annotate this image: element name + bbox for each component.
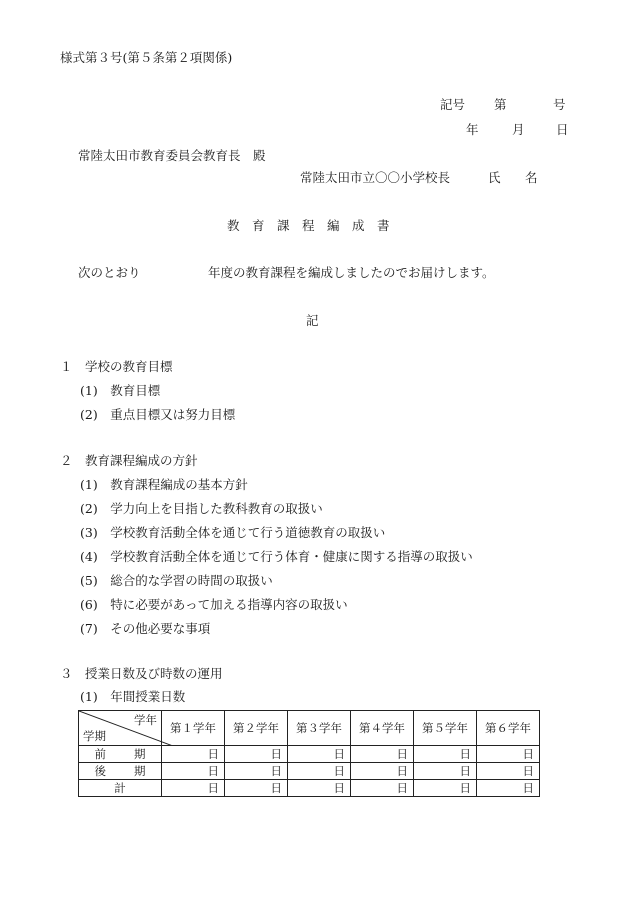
- section-2-item: (2) 学力向上を目指した教科教育の取扱い: [80, 501, 323, 516]
- section-3-item: (1) 年間授業日数: [80, 689, 186, 704]
- document-title: 教育課程編成書: [227, 218, 403, 233]
- day-cell: 日: [288, 746, 351, 763]
- sender-mei: 名: [525, 170, 538, 185]
- section-2-item: (1) 教育課程編成の基本方針: [80, 477, 248, 492]
- term-label-first: [79, 746, 162, 763]
- corner-grade-label: 学年: [134, 713, 157, 727]
- day-cell: 日: [288, 763, 351, 780]
- corner-term-label: 学期: [83, 729, 106, 743]
- grade-header: 第６学年: [477, 711, 540, 746]
- term-char: 期: [134, 764, 146, 778]
- grade-header: 第３学年: [288, 711, 351, 746]
- table-row: [79, 780, 540, 797]
- day-cell: 日: [477, 746, 540, 763]
- section-2-heading: ２ 教育課程編成の方針: [60, 453, 198, 468]
- day-cell: 日: [351, 763, 414, 780]
- sender-title: 常陸太田市立〇〇小学校長: [300, 170, 451, 185]
- term-char: 期: [134, 747, 146, 761]
- term-label-total: 計: [79, 780, 162, 797]
- day-cell: 日: [477, 780, 540, 797]
- ref-kigo: 記号: [440, 97, 466, 112]
- day-cell: 日: [351, 780, 414, 797]
- section-1-heading: １ 学校の教育目標: [60, 359, 173, 374]
- day-cell: 日: [162, 746, 225, 763]
- day-cell: 日: [162, 763, 225, 780]
- table-row: [79, 746, 540, 763]
- day-cell: 日: [414, 763, 477, 780]
- day-cell: 日: [414, 746, 477, 763]
- date-tsuki: 月: [512, 122, 525, 137]
- section-2-item: (3) 学校教育活動全体を通じて行う道徳教育の取扱い: [80, 525, 386, 540]
- term-char: 前: [94, 747, 106, 761]
- section-2-item: (6) 特に必要があって加える指導内容の取扱い: [80, 597, 348, 612]
- form-label: 様式第３号(第５条第２項関係): [60, 50, 233, 65]
- day-cell: 日: [225, 763, 288, 780]
- table-row: [79, 763, 540, 780]
- table-corner-cell: [79, 711, 162, 746]
- term-label-second: [79, 763, 162, 780]
- ref-dai: 第: [494, 97, 507, 112]
- grade-header: 第２学年: [225, 711, 288, 746]
- section-1-item: (2) 重点目標又は努力目標: [80, 407, 236, 422]
- annual-school-days-table: [78, 710, 540, 797]
- grade-header: 第１学年: [162, 711, 225, 746]
- intro-part2: 年度の教育課程を編成しましたのでお届けします。: [208, 265, 495, 280]
- day-cell: 日: [162, 780, 225, 797]
- section-2-item: (5) 総合的な学習の時間の取扱い: [80, 573, 273, 588]
- ref-go: 号: [553, 97, 566, 112]
- date-hi: 日: [556, 122, 569, 137]
- table-header-row: [79, 711, 540, 746]
- addressee: 常陸太田市教育委員会教育長 殿: [78, 148, 266, 163]
- section-2-item: (7) その他必要な事項: [80, 621, 211, 636]
- grade-header: 第５学年: [414, 711, 477, 746]
- day-cell: 日: [477, 763, 540, 780]
- date-nen: 年: [466, 122, 479, 137]
- day-cell: 日: [225, 746, 288, 763]
- day-cell: 日: [288, 780, 351, 797]
- day-cell: 日: [351, 746, 414, 763]
- section-3-heading: ３ 授業日数及び時数の運用: [60, 666, 223, 681]
- term-char: 後: [94, 764, 106, 778]
- section-1-item: (1) 教育目標: [80, 383, 161, 398]
- intro-part1: 次のとおり: [78, 265, 141, 280]
- sender-shi: 氏: [488, 170, 501, 185]
- section-2-item: (4) 学校教育活動全体を通じて行う体育・健康に関する指導の取扱い: [80, 549, 473, 564]
- day-cell: 日: [414, 780, 477, 797]
- grade-header: 第４学年: [351, 711, 414, 746]
- ki-mark: 記: [306, 313, 319, 328]
- day-cell: 日: [225, 780, 288, 797]
